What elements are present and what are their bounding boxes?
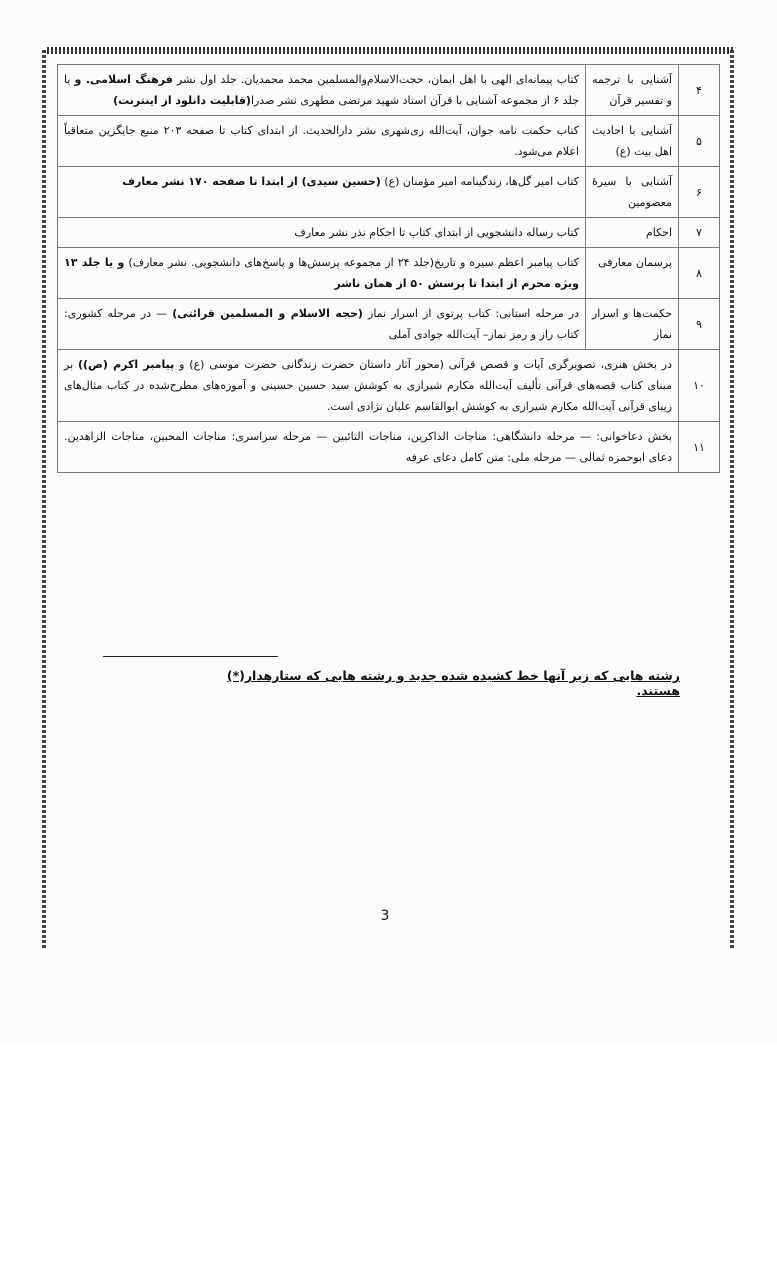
row-subject: آشنایی با احادیث اهل بیت (ع) <box>586 116 679 167</box>
description-text: (قابلیت دانلود از اینترنت) <box>113 94 251 107</box>
description-text: (حسین سیدی) از ابتدا تا صفحه ۱۷۰ نشر معارف <box>122 175 381 188</box>
footnote-rule <box>103 656 278 657</box>
description-text: یا جلد ۶ از مجموعه آشنایی با قرآن استاد شهید مرتضی مطهری نشر صدرا <box>64 73 579 107</box>
row-subject: آشنایی با سیرهٔ معصومین <box>586 167 679 218</box>
row-description <box>58 65 586 116</box>
description-text: کتاب پیامبر اعظم سیره و تاریخ(جلد ۲۴ از مجموعه پرسش‌ها و پاسخ‌های دانشجویی. نشر معارف) <box>124 256 579 269</box>
row-subject: آشنایی با ترجمه و تفسیر قرآن <box>586 65 679 116</box>
description-text: کتاب رساله دانشجویی از ابتدای کتاب تا احکام نذر نشر معارف <box>294 226 579 239</box>
row-number: ۵ <box>679 116 720 167</box>
row-number: ۹ <box>679 299 720 350</box>
table-row <box>58 167 720 218</box>
page-border-top <box>47 47 734 54</box>
row-description <box>58 299 586 350</box>
row-description <box>58 422 679 473</box>
curriculum-table <box>57 64 720 473</box>
description-text: (حجه الاسلام و المسلمین قرائتی) <box>172 307 363 320</box>
description-text: بخش دعاخوانی: — مرحله دانشگاهی: مناجات الذاکرین، مناجات التائبین — مرحله سراسری: مناجات المحبین، مناجات الزاهدین. دعای ابوحمزه ثمالی — مرحله ملی: متن کامل دعای عرفه <box>64 430 672 464</box>
description-text: بر مبنای کتاب قصه‌های قرآنی تألیف آیت‌الله مکارم شیرازی به کوشش سید حسین حسینی و آموزه‌های مطرح‌شده در کتاب مثال‌های زیبای قرآنی آیت‌الله مکارم شیرازی به کوشش ابوالقاسم علیان نژادی است. <box>64 358 672 413</box>
description-text: فرهنگ اسلامی. و <box>74 73 173 86</box>
description-text: کتاب امیر گل‌ها، زندگینامه امیر مؤمنان (ع) <box>380 175 579 188</box>
table-row <box>58 218 720 248</box>
description-text: پیامبر اکرم (ص)) <box>78 358 175 371</box>
table-row <box>58 116 720 167</box>
page-border-right <box>730 50 734 948</box>
row-number: ۱۱ <box>679 422 720 473</box>
page-number: 3 <box>380 908 390 924</box>
row-number: ۴ <box>679 65 720 116</box>
table-row <box>58 350 720 422</box>
row-description <box>58 167 586 218</box>
table-row <box>58 299 720 350</box>
row-number: ۶ <box>679 167 720 218</box>
description-text: در مرحله استانی: کتاب پرتوی از اسرار نماز <box>362 307 580 320</box>
row-subject: پرسمان معارفی <box>586 248 679 299</box>
table-row <box>58 248 720 299</box>
description-text: — در مرحله کشوری: کتاب راز و رمز نماز– آیت‌الله جوادی آملی <box>64 307 579 341</box>
row-description <box>58 350 679 422</box>
row-number: ۸ <box>679 248 720 299</box>
description-text: و یا جلد ۱۳ ویژه محرم از ابتدا تا پرسش ۵۰ از همان ناشر <box>64 256 579 290</box>
row-description <box>58 248 586 299</box>
row-subject: احکام <box>586 218 679 248</box>
row-number: ۷ <box>679 218 720 248</box>
page-border-left <box>42 50 46 948</box>
description-text: کتاب حکمت نامه جوان، آیت‌الله ری‌شهری نشر دارالحدیث. از ابتدای کتاب تا صفحه ۲۰۳ منبع جایگزین متعاقباً اعلام می‌شود. <box>64 124 579 158</box>
table-row <box>58 422 720 473</box>
table-row <box>58 65 720 116</box>
row-subject: حکمت‌ها و اسرار نماز <box>586 299 679 350</box>
row-description <box>58 116 586 167</box>
row-number: ۱۰ <box>679 350 720 422</box>
row-description <box>58 218 586 248</box>
footnote: رشته هایی که زیر آنها خط کشیده شده جدید و رشته هایی که ستارهدار(*) هستند. <box>226 668 680 698</box>
description-text: کتاب پیمانه‌ای الهی با اهل ایمان، حجت‌الاسلام‌والمسلمین محمد محمدیان. جلد اول نشر <box>172 73 579 86</box>
description-text: در بخش هنری، تصویرگری آیات و قصص قرآنی (محور آثار داستان حضرت زندگانی حضرت موسی (ع) و <box>174 358 672 371</box>
